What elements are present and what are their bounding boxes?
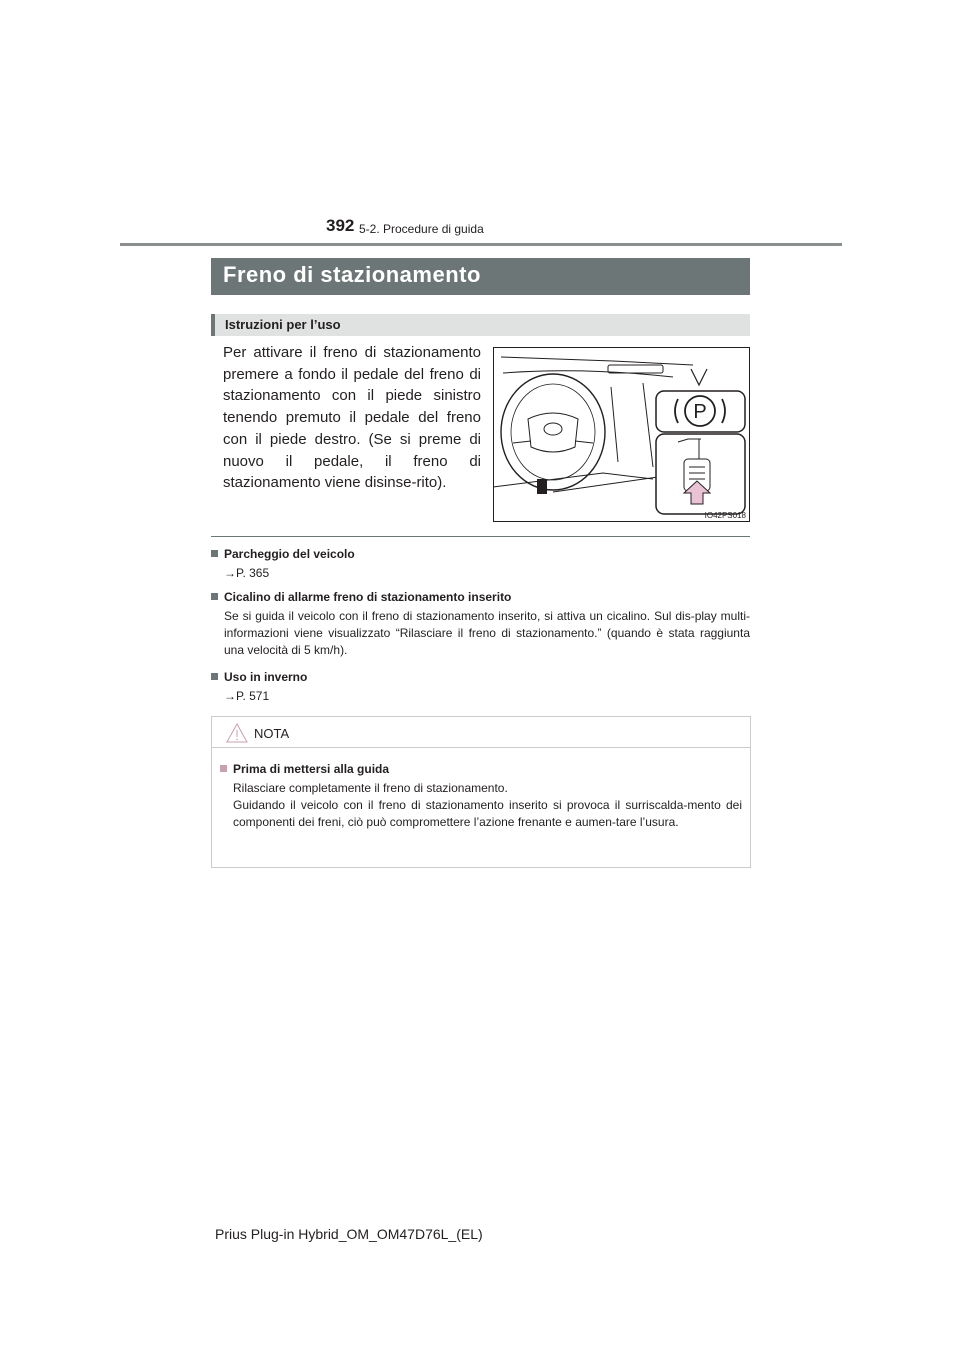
section-title-bar bbox=[211, 258, 750, 295]
bullet-icon bbox=[211, 550, 218, 557]
note-body: Se si guida il veicolo con il freno di stazionamento inserito, si attiva un cicalino. Sul dis-play multi-informazioni viene visualizzato “Rilasciare il freno di stazionamento.” (quando è stata raggiunta una velocità di 5 km/h). bbox=[224, 609, 750, 657]
section-title: Freno di stazionamento bbox=[223, 262, 481, 287]
subheading: Istruzioni per l’uso bbox=[225, 317, 341, 332]
page-reference-link: →P. 571 bbox=[224, 689, 270, 703]
note-cicalino bbox=[211, 590, 750, 659]
nota-body: Rilasciare completamente il freno di stazionamento. Guidando il veicolo con il freno di stazionamento inserito si provoca il surriscalda-mento dei componenti dei freni, ciò può compromettere l’azione frenante e aumen-tare l’usura. bbox=[233, 781, 742, 829]
warning-triangle-icon bbox=[226, 723, 248, 743]
subheading-bar bbox=[211, 314, 750, 336]
page-reference-link: →P. 365 bbox=[224, 566, 270, 580]
note-parcheggio bbox=[211, 547, 750, 580]
nota-content bbox=[220, 762, 742, 831]
section-divider bbox=[211, 536, 750, 537]
bullet-icon bbox=[211, 593, 218, 600]
parking-brake-illustration bbox=[493, 347, 750, 522]
note-inverno bbox=[211, 670, 750, 703]
bullet-icon bbox=[220, 765, 227, 772]
note-title: Uso in inverno bbox=[224, 670, 308, 684]
nota-box bbox=[211, 716, 751, 868]
parking-brake-p-icon: P bbox=[693, 401, 707, 423]
bullet-icon bbox=[211, 673, 218, 680]
nota-title: Prima di mettersi alla guida bbox=[233, 762, 390, 776]
section-reference: 5-2. Procedure di guida bbox=[359, 222, 484, 236]
nota-label: NOTA bbox=[254, 726, 290, 741]
dashboard-drawing bbox=[493, 347, 750, 522]
footer-manual-id: Prius Plug-in Hybrid_OM_OM47D76L_(EL) bbox=[215, 1226, 483, 1242]
page-number: 392 bbox=[326, 216, 355, 235]
note-title: Cicalino di allarme freno di stazionamento inserito bbox=[224, 590, 512, 604]
header-divider bbox=[120, 243, 842, 246]
illustration-code: IO42PS018 bbox=[704, 511, 746, 520]
note-title: Parcheggio del veicolo bbox=[224, 547, 355, 561]
intro-paragraph: Per attivare il freno di stazionamento premere a fondo il pedale del freno di stazionamento con il piede sinistro tenendo premuto il pedale del freno con il piede destro. (Se si preme di nuovo il pedale, il freno di stazionamento viene disinse-rito). bbox=[223, 344, 481, 492]
subheading-accent bbox=[211, 314, 215, 336]
nota-header bbox=[212, 717, 750, 748]
